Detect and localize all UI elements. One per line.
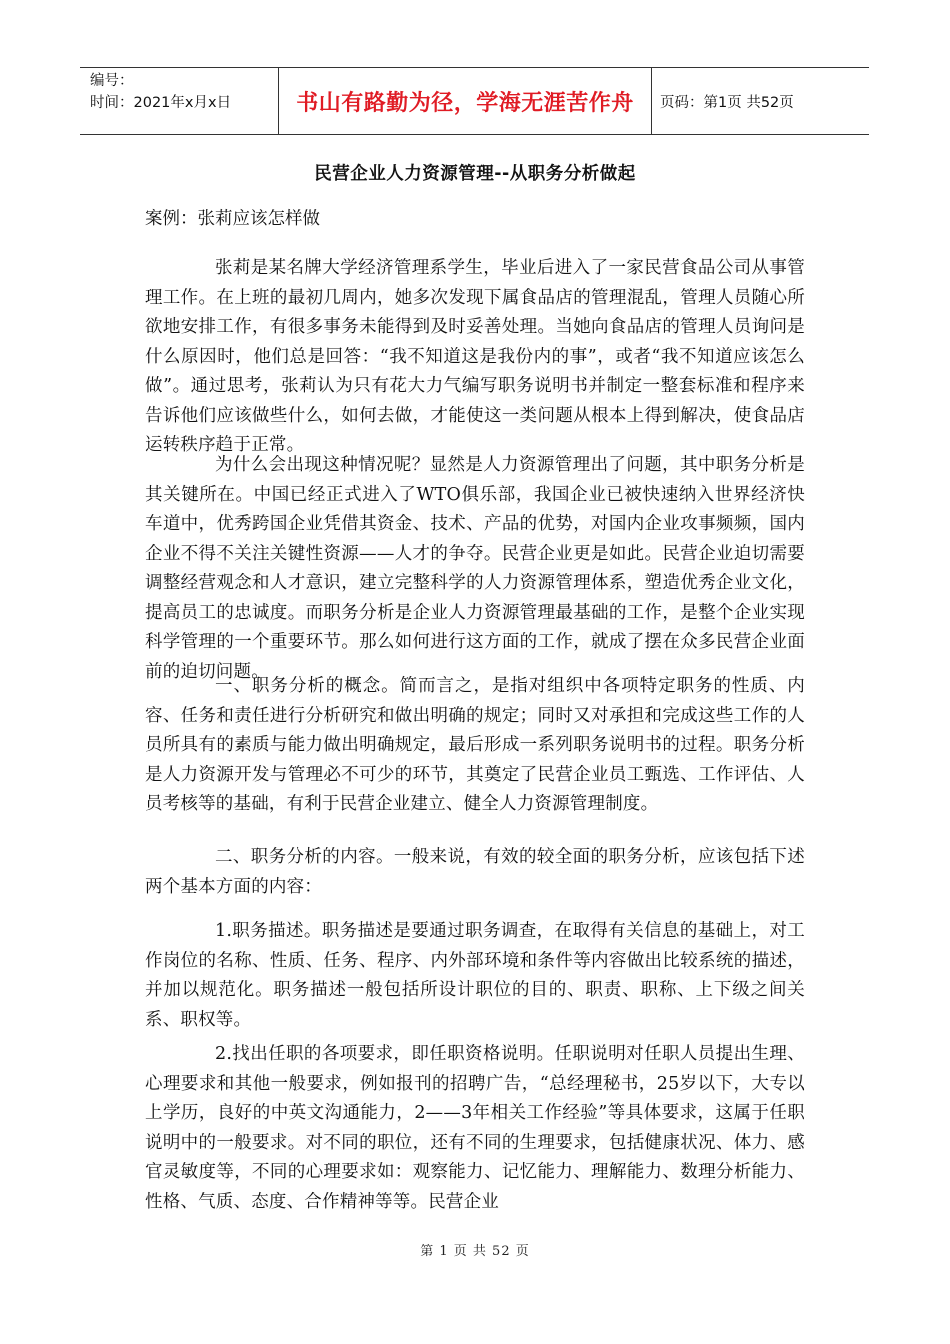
paragraph: 张莉是某名牌大学经济管理系学生，毕业后进入了一家民营食品公司从事管理工作。在上班的最初几周内，她多次发现下属食品店的管理混乱，管理人员随心所欲地安排工作，有很多事务未能得到及时妥善处理。当她向食品店的管理人员询问是什么原因时，他们总是回答：“我不知道这是我份内的事”，或者“我不知道应该怎么做”。通过思考，张莉认为只有花大力气编写职务说明书并制定一整套标准和程序来告诉他们应该做些什么，如何去做，才能使这一类问题从根本上得到解决，使食品店运转秩序趋于正常。 [145,258,805,455]
page-footer: 第 1 页 共 52 页 [420,1244,530,1259]
page-header [80,67,869,135]
paragraph: 二、职务分析的内容。一般来说，有效的较全面的职务分析，应该包括下述两个基本方面的内容： [145,847,805,897]
case-heading: 案例：张莉应该怎样做 [145,209,320,229]
paragraph: 2.找出任职的各项要求，即任职资格说明。任职说明对任职人员提出生理、心理要求和其他一般要求，例如报刊的招聘广告，“总经理秘书，25岁以下，大专以上学历，良好的中英文沟通能力，2——3年相关工作经验”等具体要求，这属于任职说明中的一般要求。对不同的职位，还有不同的生理要求，包括健康状况、体力、感官灵敏度等，不同的心理要求如：观察能力、记忆能力、理解能力、数理分析能力、性格、气质、态度、合作精神等等。民营企业 [145,1044,805,1212]
header-motto-cell [279,68,652,134]
header-motto: 书山有路勤为径，学海无涯苦作舟 [296,90,634,116]
paragraph: 1.职务描述。职务描述是要通过职务调查，在取得有关信息的基础上，对工作岗位的名称、性质、任务、程序、内外部环境和条件等内容做出比较系统的描述，并加以规范化。职务描述一般包括所设计职位的目的、职责、职称、上下级之间关系、职权等。 [145,921,805,1030]
paragraph: 一、职务分析的概念。简而言之，是指对组织中各项特定职务的性质、内容、任务和责任进行分析研究和做出明确的规定；同时又对承担和完成这些工作的人员所具有的素质与能力做出明确规定，最后形成一系列职务说明书的过程。职务分析是人力资源开发与管理必不可少的环节，其奠定了民营企业员工甄选、工作评估、人员考核等的基础，有利于民营企业建立、健全人力资源管理制度。 [145,676,805,814]
document-time-label: 时间：2021年x月x日 [90,95,232,111]
document-title: 民营企业人力资源管理--从职务分析做起 [314,164,636,184]
header-info-cell [80,68,279,134]
paragraph: 为什么会出现这种情况呢？显然是人力资源管理出了问题，其中职务分析是其关键所在。中国已经正式进入了WTO俱乐部，我国企业已被快速纳入世界经济快车道中，优秀跨国企业凭借其资金、技术、产品的优势，对国内企业攻事频频，国内企业不得不关注关键性资源——人才的争夺。民营企业更是如此。民营企业迫切需要调整经营观念和人才意识，建立完整科学的人力资源管理体系，塑造优秀企业文化，提高员工的忠诚度。而职务分析是企业人力资源管理最基础的工作，是整个企业实现科学管理的一个重要环节。那么如何进行这方面的工作，就成了摆在众多民营企业面前的迫切问题。 [145,455,805,682]
header-page-cell [652,68,869,134]
document-number-label: 编号： [90,73,134,89]
header-page-info: 页码：第1页 共52页 [660,94,794,111]
